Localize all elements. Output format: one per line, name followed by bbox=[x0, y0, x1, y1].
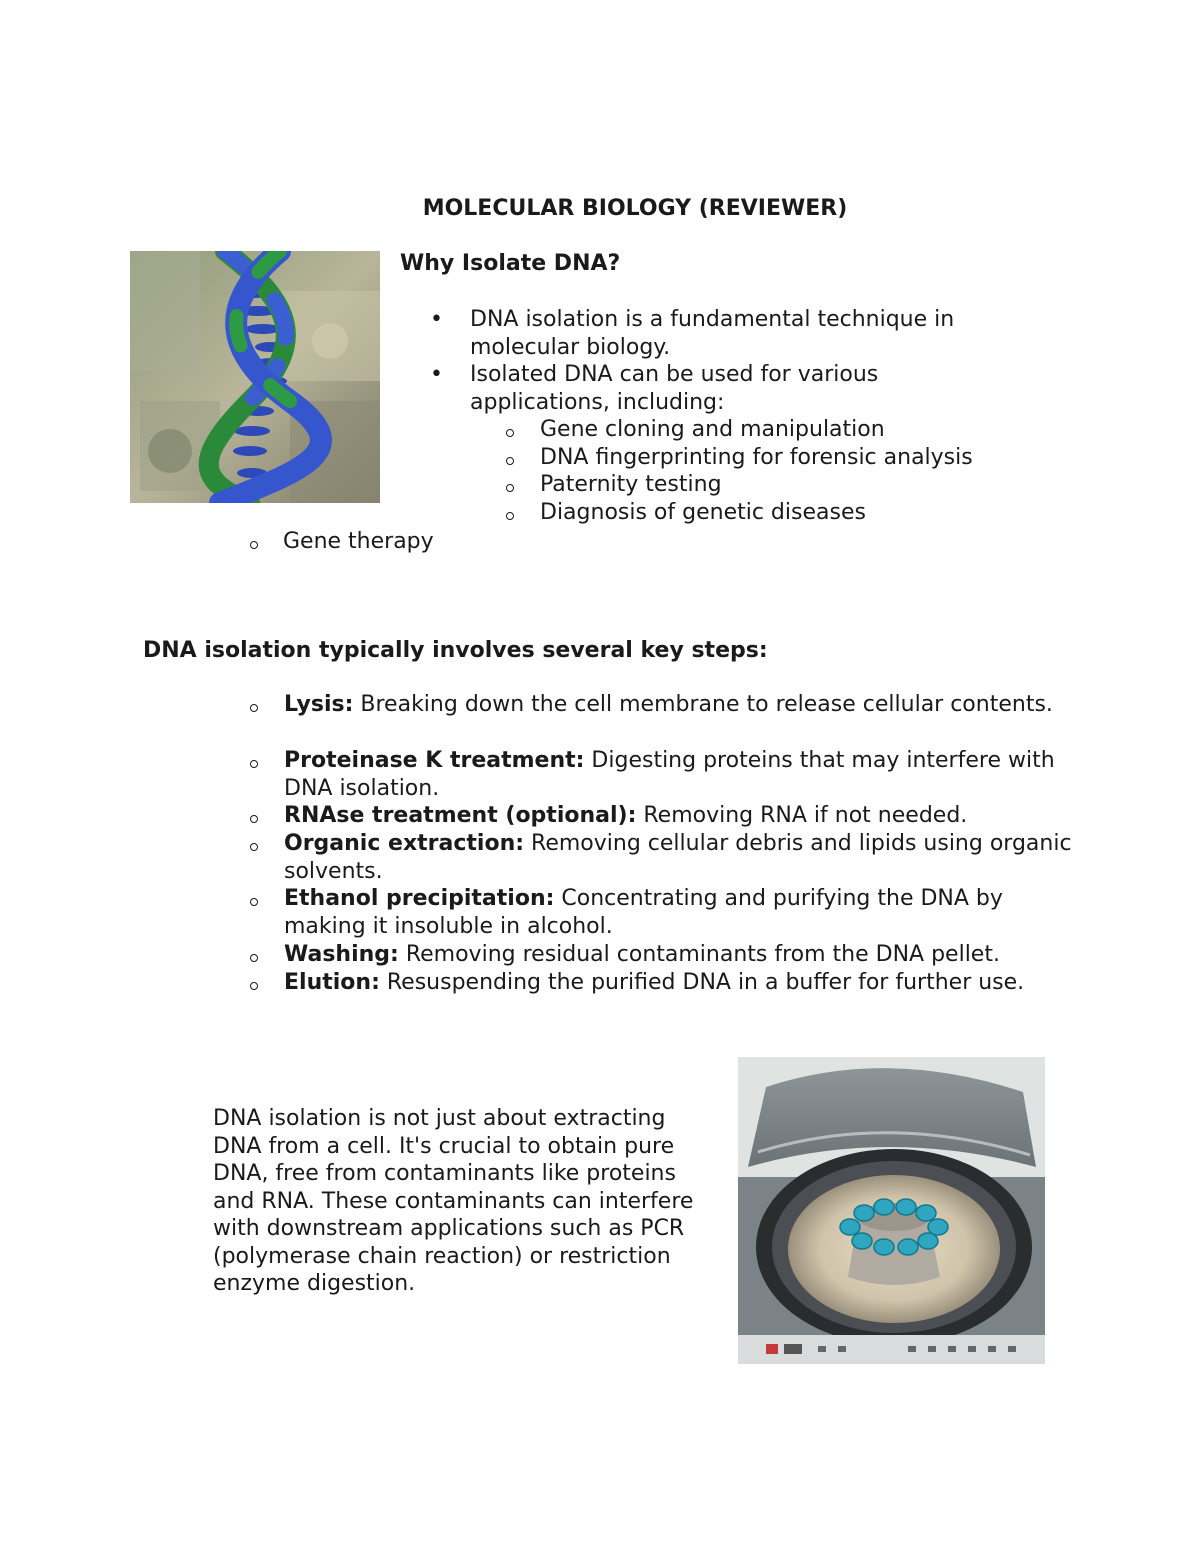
circle-bullet-icon bbox=[506, 429, 514, 437]
circle-bullet-icon bbox=[250, 898, 258, 906]
circle-bullet-icon bbox=[506, 484, 514, 492]
circle-bullet-icon bbox=[250, 843, 258, 851]
step-term: Lysis: bbox=[284, 692, 354, 717]
step-term: Ethanol precipitation: bbox=[284, 886, 555, 911]
circle-bullet-icon bbox=[250, 982, 258, 990]
step-term: Washing: bbox=[284, 942, 399, 967]
step-item bbox=[284, 747, 1074, 803]
circle-bullet-icon bbox=[250, 954, 258, 962]
body-paragraph: DNA isolation is not just about extracting DNA from a cell. It's crucial to obtain pure DNA, free from contaminants like proteins and RNA. These contaminants can interfere with downstream applications such as PCR (polymerase chain reaction) or restriction enzyme digestion. bbox=[213, 1106, 694, 1296]
step-desc: Digesting proteins that may interfere with DNA isolation. bbox=[284, 748, 1055, 801]
circle-bullet-icon bbox=[250, 815, 258, 823]
step-item bbox=[284, 885, 1074, 941]
step-term: Proteinase K treatment: bbox=[284, 748, 585, 773]
step-desc: Resuspending the purified DNA in a buffer for further use. bbox=[379, 970, 1025, 995]
step-desc: Breaking down the cell membrane to release cellular contents. bbox=[353, 692, 1053, 717]
circle-bullet-icon bbox=[506, 512, 514, 520]
step-desc: Removing residual contaminants from the DNA pellet. bbox=[398, 942, 1000, 967]
section-heading-why: Why Isolate DNA? bbox=[400, 251, 621, 276]
step-term: Organic extraction: bbox=[284, 831, 525, 856]
bullet-icon: • bbox=[430, 362, 443, 387]
step-desc: Removing RNA if not needed. bbox=[636, 803, 968, 828]
dna-helix-image bbox=[130, 251, 380, 503]
bullet-item: Isolated DNA can be used for various applications, including: bbox=[470, 362, 879, 415]
step-item bbox=[284, 969, 1074, 997]
step-desc: Concentrating and purifying the DNA by making it insoluble in alcohol. bbox=[284, 886, 1003, 939]
step-desc: Removing cellular debris and lipids using organic solvents. bbox=[284, 831, 1072, 884]
step-item bbox=[284, 802, 1074, 830]
bullet-item: DNA isolation is a fundamental technique in molecular biology. bbox=[470, 307, 955, 360]
step-term: RNAse treatment (optional): bbox=[284, 803, 637, 828]
step-term: Elution: bbox=[284, 970, 380, 995]
circle-bullet-icon bbox=[250, 541, 258, 549]
circle-bullet-icon bbox=[250, 704, 258, 712]
section-heading-steps: DNA isolation typically involves several key steps: bbox=[143, 638, 768, 663]
circle-bullet-icon bbox=[250, 760, 258, 768]
sub-list-item: Paternity testing bbox=[540, 472, 722, 497]
sub-list-item: Gene cloning and manipulation bbox=[540, 417, 885, 442]
sub-list-item: Diagnosis of genetic diseases bbox=[540, 500, 866, 525]
circle-bullet-icon bbox=[506, 457, 514, 465]
step-item bbox=[284, 830, 1074, 886]
sub-list-item: Gene therapy bbox=[283, 529, 434, 554]
page-title: MOLECULAR BIOLOGY (REVIEWER) bbox=[422, 196, 848, 221]
step-item bbox=[284, 941, 1074, 969]
sub-list-item: DNA fingerprinting for forensic analysis bbox=[540, 445, 973, 470]
step-item bbox=[284, 691, 1074, 719]
centrifuge-image bbox=[738, 1057, 1045, 1364]
bullet-icon: • bbox=[430, 307, 443, 332]
